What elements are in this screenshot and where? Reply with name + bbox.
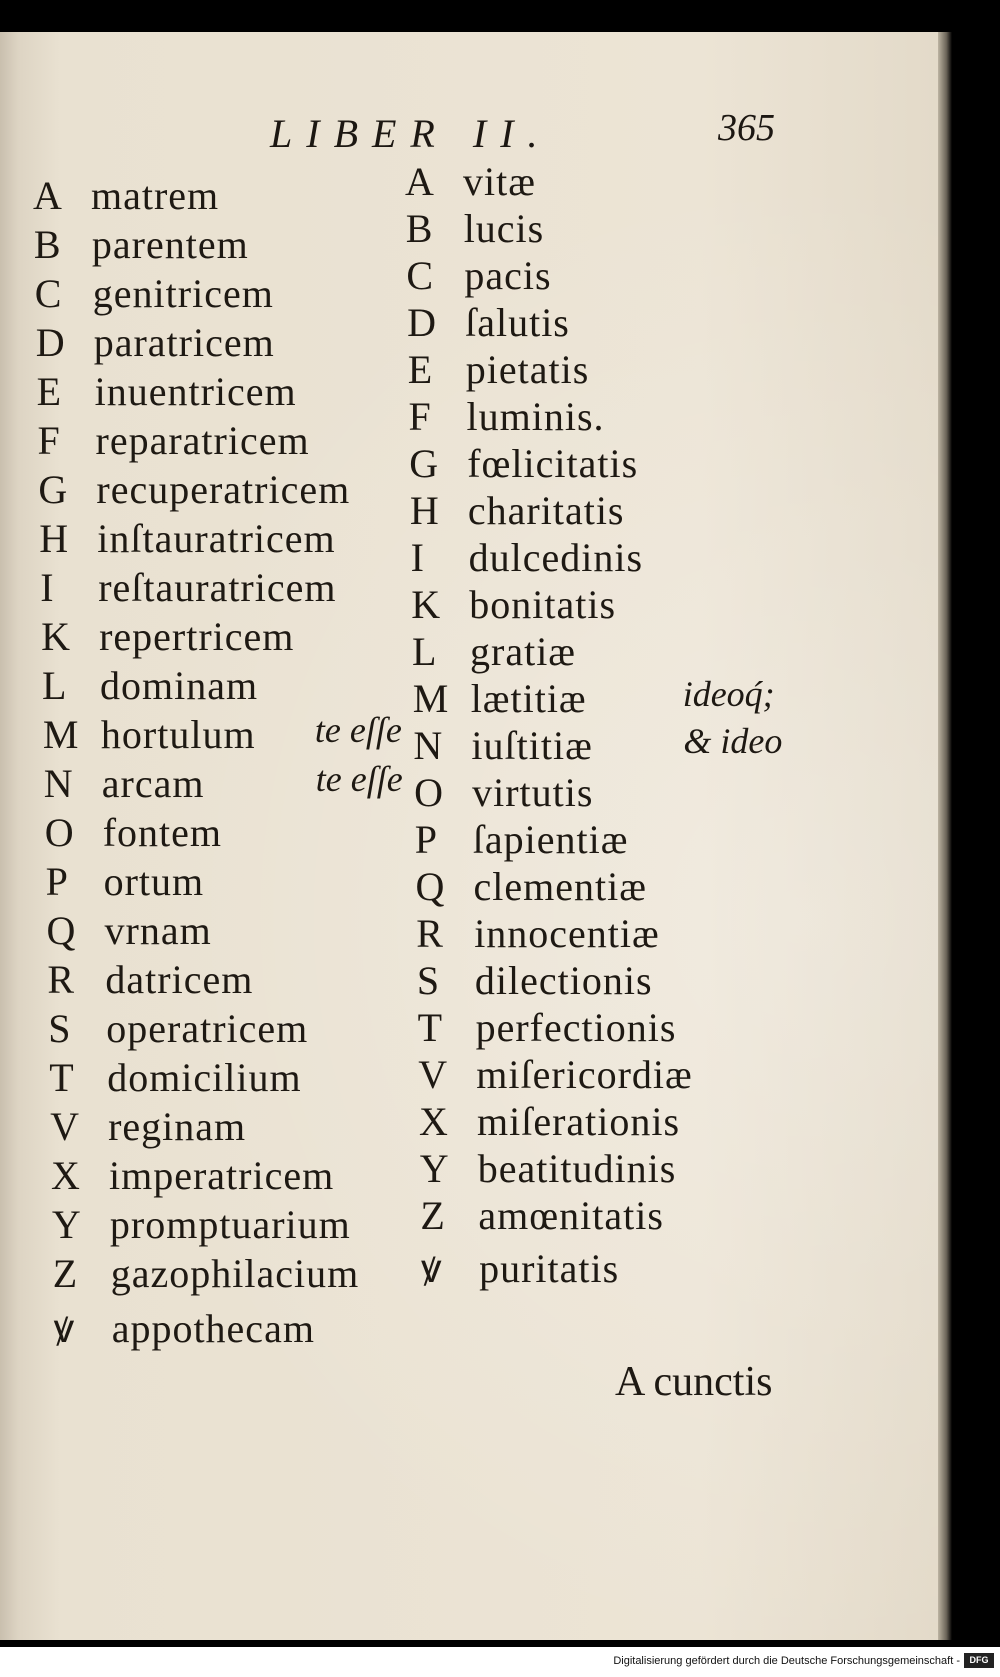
left-column <box>33 172 403 1351</box>
entry-letter: G <box>409 441 439 486</box>
entry-letter: A <box>33 173 62 218</box>
left-entry <box>41 613 359 662</box>
entry-word: miſerationis <box>477 1099 681 1144</box>
entry-word: bonitatis <box>469 582 617 627</box>
dfg-logo: DFG <box>964 1653 994 1668</box>
entry-word: reſtauratricem <box>98 565 337 610</box>
entry-word: beatitudinis <box>477 1146 677 1191</box>
entry-letter: X <box>419 1099 448 1144</box>
left-entry <box>46 858 360 907</box>
entry-word: recuperatricem <box>96 467 351 512</box>
left-entry <box>38 466 359 515</box>
entry-word: puritatis <box>479 1246 620 1291</box>
entry-word: operatricem <box>106 1006 309 1051</box>
entry-letter: R <box>47 957 75 1002</box>
entry-word: lucis <box>463 206 545 251</box>
entry-note: te eſſe <box>315 759 403 799</box>
right-column <box>405 159 783 1291</box>
entry-letter: L <box>42 663 67 708</box>
entry-word: virtutis <box>472 770 594 815</box>
entry-letter: O <box>414 770 443 815</box>
entry-letter: M <box>412 676 449 721</box>
right-entry <box>408 346 693 395</box>
right-entry <box>406 252 692 301</box>
entry-word: innocentiæ <box>474 911 660 956</box>
entry-letter: D <box>35 320 65 365</box>
left-entry <box>53 1250 359 1299</box>
entry-letter: I <box>40 565 54 610</box>
entry-word: repertricem <box>99 614 295 659</box>
entry-letter: E <box>36 369 62 414</box>
entry-letter: O <box>44 810 74 855</box>
entry-letter: Y <box>51 1202 81 1247</box>
entry-word: gazophilacium <box>110 1251 360 1296</box>
left-entry <box>48 1005 359 1054</box>
entry-letter: G <box>38 467 68 512</box>
entry-letter: Q <box>46 908 76 953</box>
right-entry <box>413 721 783 771</box>
right-entry <box>411 534 693 583</box>
entry-word: dulcedinis <box>468 535 644 580</box>
entry-word: vrnam <box>104 908 212 953</box>
right-entry <box>418 1051 692 1100</box>
left-entry <box>52 1201 359 1250</box>
entry-letter: S <box>48 1006 71 1051</box>
entry-word: parentem <box>91 222 249 267</box>
entry-letter: C <box>34 271 62 316</box>
entry-letter: V <box>50 1104 79 1149</box>
right-entry <box>409 393 693 442</box>
footer-credit: Digitalisierung gefördert durch die Deutsche Forschungsgemeinschaft - <box>613 1655 960 1667</box>
entry-word: vitæ <box>463 159 536 204</box>
right-entry <box>421 1239 693 1291</box>
entry-word: reginam <box>108 1104 247 1149</box>
right-entry <box>418 1004 693 1053</box>
entry-word: lætitiæ <box>470 676 587 721</box>
entry-letter: F <box>408 394 431 439</box>
entry-letter: X <box>51 1153 80 1198</box>
entry-word: ſalutis <box>465 300 570 345</box>
entry-word: matrem <box>91 173 220 218</box>
right-entry <box>420 1192 692 1241</box>
entry-letter: B <box>33 222 61 267</box>
left-entry <box>42 710 402 760</box>
entry-letter: V <box>418 1052 448 1097</box>
entry-word: dilectionis <box>474 958 653 1003</box>
left-entry <box>36 319 360 368</box>
page-number: 365 <box>718 107 775 149</box>
left-entry <box>42 662 359 711</box>
right-entry <box>420 1145 693 1194</box>
entry-letter: Z <box>420 1193 445 1238</box>
footer-bar <box>0 1647 1000 1677</box>
entry-word: ortum <box>103 859 205 904</box>
right-entry <box>407 299 693 348</box>
right-entry <box>412 674 775 724</box>
entry-word: dominam <box>100 663 259 708</box>
entry-letter: C <box>406 253 434 298</box>
entry-letter: K <box>41 614 70 659</box>
right-entry <box>412 628 693 677</box>
left-entry <box>38 417 360 466</box>
entry-word: reparatricem <box>95 418 310 463</box>
entry-word: imperatricem <box>109 1153 335 1198</box>
left-entry <box>49 1054 359 1103</box>
catchword: A cunctis <box>615 1359 773 1405</box>
entry-note: & ideo <box>683 721 783 761</box>
entry-word: perfectionis <box>475 1005 677 1050</box>
entry-word: miſericordiæ <box>476 1052 693 1097</box>
entry-letter: H <box>409 488 439 533</box>
right-entry <box>409 440 693 489</box>
entry-letter: N <box>43 761 73 806</box>
entry-letter: T <box>49 1055 74 1100</box>
entry-letter: A <box>405 159 434 204</box>
entry-letter: P <box>414 817 438 862</box>
entry-letter: ꝟ <box>53 1306 74 1351</box>
entry-letter: B <box>405 206 433 251</box>
left-entry <box>47 956 359 1005</box>
entry-word: hortulum <box>100 712 256 757</box>
entry-letter: T <box>417 1005 443 1050</box>
entry-letter: R <box>416 911 443 956</box>
entry-word: datricem <box>105 957 254 1002</box>
right-entry <box>416 863 693 912</box>
left-entry <box>33 172 359 221</box>
entry-word: pacis <box>464 253 552 298</box>
entry-letter: I <box>410 535 424 580</box>
entry-word: appothecam <box>111 1306 315 1351</box>
left-entry <box>50 1103 359 1152</box>
left-entry <box>34 221 359 270</box>
entry-letter: ꝟ <box>421 1246 442 1291</box>
entry-letter: Y <box>419 1146 449 1191</box>
right-entry <box>414 769 693 818</box>
entry-word: clementiæ <box>473 864 647 909</box>
left-entry <box>35 270 359 319</box>
entry-word: ſapientiæ <box>472 817 629 862</box>
entry-note: te eſſe <box>314 710 402 750</box>
entry-note: ideoq́; <box>682 674 775 714</box>
right-entry <box>406 205 693 254</box>
right-entry <box>405 158 693 207</box>
entry-letter: Z <box>52 1251 78 1296</box>
left-entry <box>45 809 360 858</box>
left-entry <box>47 907 360 956</box>
entry-word: fontem <box>102 810 222 855</box>
entry-letter: K <box>411 582 441 627</box>
entry-word: charitatis <box>467 488 625 533</box>
left-entry <box>43 759 403 809</box>
entry-letter: N <box>413 723 443 768</box>
entry-word: amœnitatis <box>478 1193 664 1238</box>
page-header <box>0 78 938 156</box>
right-entry <box>410 487 693 536</box>
entry-letter: H <box>39 516 69 561</box>
entry-word: pietatis <box>465 347 590 392</box>
running-title: LIBER II. <box>270 111 552 156</box>
entry-word: fœlicitatis <box>467 441 639 486</box>
right-entry <box>415 816 693 865</box>
page-edge <box>938 32 952 1640</box>
entry-letter: L <box>412 629 437 674</box>
entry-letter: M <box>42 712 79 757</box>
entry-word: gratiæ <box>470 629 576 674</box>
left-entry <box>39 515 359 564</box>
entry-word: iuſtitiæ <box>471 723 593 768</box>
entry-letter: E <box>407 347 433 392</box>
entry-word: arcam <box>101 761 205 806</box>
entry-word: domicilium <box>107 1055 302 1100</box>
left-entry <box>37 368 360 417</box>
entry-letter: Q <box>415 864 445 909</box>
entry-letter: F <box>37 418 60 463</box>
entry-letter: S <box>416 958 440 1003</box>
entry-letter: D <box>407 300 436 345</box>
entry-word: inuentricem <box>94 369 297 414</box>
entry-word: genitricem <box>92 271 274 316</box>
right-entry <box>416 910 693 959</box>
right-entry <box>417 957 693 1006</box>
left-entry <box>51 1152 359 1201</box>
left-entry <box>53 1299 360 1351</box>
entry-word: paratricem <box>93 320 275 365</box>
entry-letter: P <box>45 859 68 904</box>
entry-word: luminis. <box>466 394 605 439</box>
left-entry <box>40 564 359 613</box>
entry-word: promptuarium <box>109 1202 351 1247</box>
entry-word: inſtauratricem <box>97 516 336 561</box>
right-entry <box>411 581 692 630</box>
right-entry <box>419 1098 693 1147</box>
